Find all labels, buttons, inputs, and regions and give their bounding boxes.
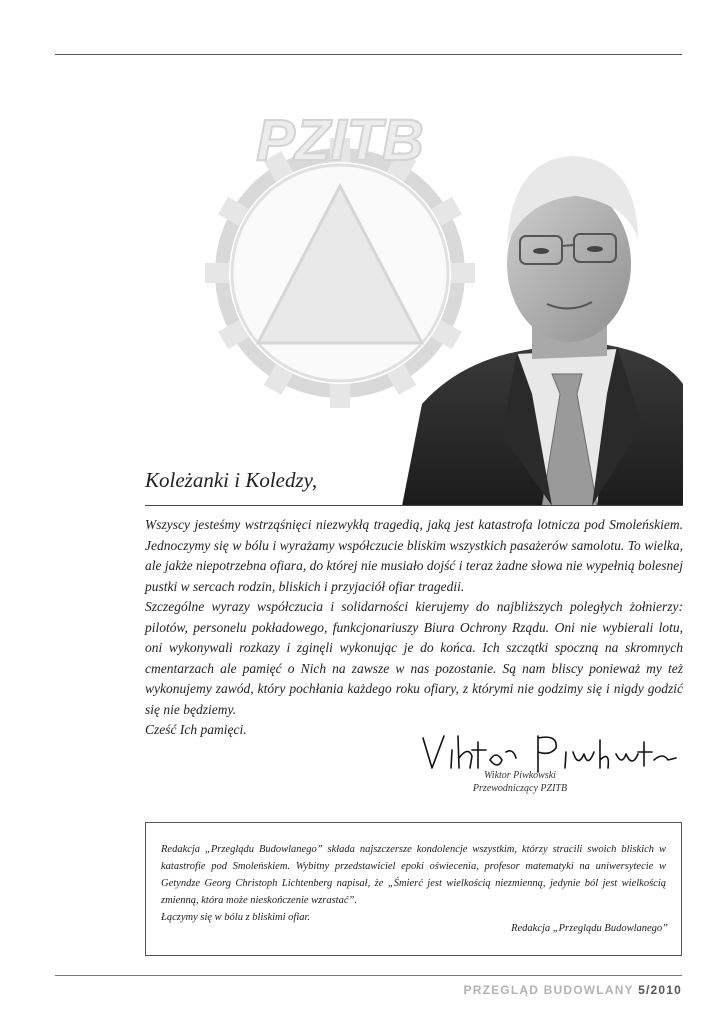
page-footer	[464, 983, 683, 997]
portrait-photo	[402, 134, 683, 506]
condolence-paragraph: Redakcja „Przeglądu Budowlanego” składa najszczersze kondolencje wszystkim, którzy stracili swoich bliskich w katastrofie pod Smoleńskiem. Wybitny przedstawiciel epoki oświecenia, profesor matematyki na uniwersytecie w Getyndze Georg Christoph Lichtenberg napisał, że „Śmierć jest wielkością niezmienną, jedynie ból jest wielkością zmienną, która może nieskończenie wzrastać”.	[161, 844, 666, 906]
footer-issue-number: 5/2010	[638, 983, 682, 997]
condolence-text	[161, 841, 666, 926]
condolence-signature: Redakcja „Przeglądu Budowlanego”	[511, 923, 668, 934]
letter-paragraph: Wszyscy jesteśmy wstrząśnięci niezwykłą tragedią, jaką jest katastrofa lotnicza pod Smoleńskiem. Jednoczymy się w bólu i wyrażamy współczucie bliskim wszystkich pasażerów samolotu. To wielka, ale jakże niepotrzebna ofiara, do której nie musiało dojść i teraz żadne słowa nie wypełnią bolesnej pustki w sercach rodzin, bliskich i przyjaciół ofiar tragedii.	[145, 517, 683, 594]
footer-journal-name: PRZEGLĄD BUDOWLANY	[463, 983, 634, 997]
letter-greeting: Koleżanki i Koledzy,	[145, 468, 318, 492]
logo-text: PZITB	[256, 108, 424, 173]
condolence-paragraph: Łączymy się w bólu z bliskimi ofiar.	[161, 912, 311, 923]
greeting-divider	[145, 505, 683, 506]
bottom-divider	[55, 975, 682, 976]
letter-paragraph: Cześć Ich pamięci.	[145, 722, 247, 737]
letter-body	[145, 515, 683, 741]
handwritten-signature	[418, 728, 683, 776]
signer-title: Przewodniczący PZITB	[472, 783, 568, 794]
signer-name: Wiktor Piwkowski	[484, 770, 556, 781]
top-divider	[55, 54, 682, 55]
letter-paragraph: Szczególne wyrazy współczucia i solidarności kierujemy do najbliższych poległych żołnierzy: pilotów, personelu pokładowego, funkcjonariuszy Biura Ochrony Rządu. Oni nie wybierali lotu, oni wykonywali rozkazy i zginęli wykonując je do końca. Ich szczątki spoczną na skromnych cmentarzach ale pamięć o Nich na zawsze w nas pozostanie. Są nam bliscy ponieważ my też wykonujemy zawód, który pochłania każdego roku ofiary, z którymi nie godzimy się i nigdy godzić się nie będziemy.	[145, 599, 683, 717]
